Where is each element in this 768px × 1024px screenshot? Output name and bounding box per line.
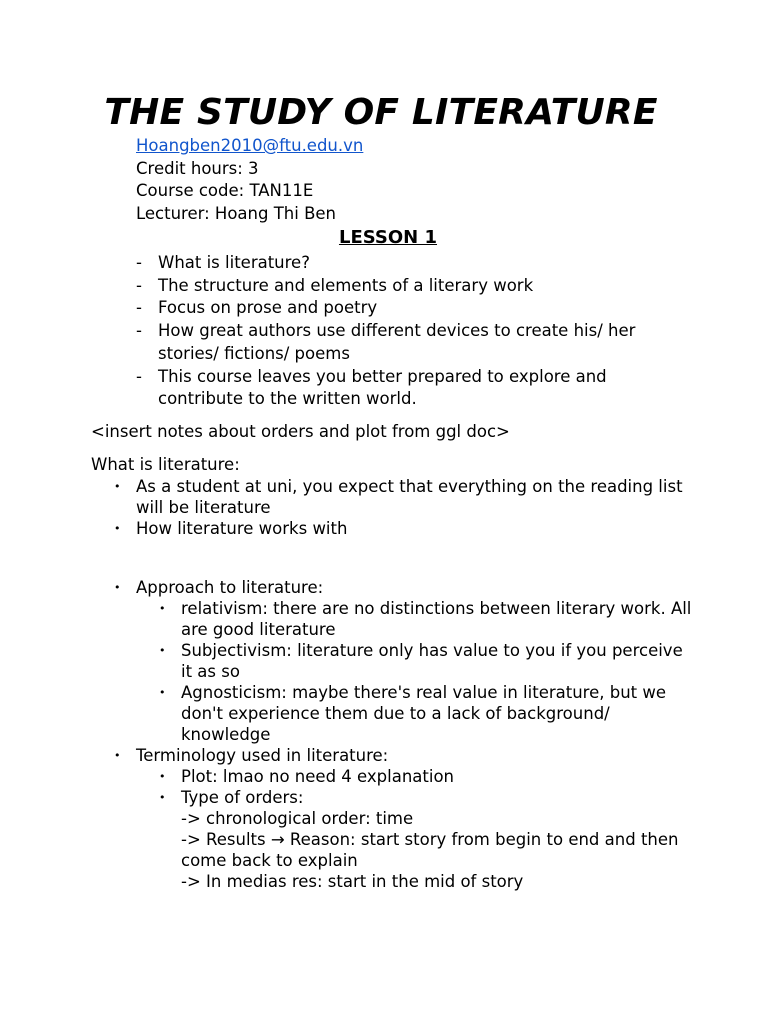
order-item: -> In medias res: start in the mid of story bbox=[181, 872, 524, 891]
dash-marker: - bbox=[136, 298, 142, 318]
list-item-text: How literature works with bbox=[136, 519, 348, 538]
bullet-icon: • bbox=[114, 749, 121, 762]
list-item bbox=[159, 787, 696, 892]
bullet-icon: • bbox=[159, 602, 166, 615]
lecturer-name: Lecturer: Hoang Thi Ben bbox=[136, 203, 337, 223]
course-info bbox=[136, 135, 363, 225]
bullet-icon: • bbox=[159, 770, 166, 783]
approach-label: Approach to literature: bbox=[136, 578, 324, 597]
list-item bbox=[114, 476, 696, 518]
list-item-text: How great authors use different devices to create his/ her stories/ fictions/ poems bbox=[158, 321, 636, 363]
list-item-text: The structure and elements of a literary work bbox=[158, 275, 534, 295]
list-item bbox=[159, 682, 696, 745]
bullet-icon: • bbox=[159, 791, 166, 804]
bullet-icon: • bbox=[114, 522, 121, 535]
course-code: Course code: TAN11E bbox=[136, 181, 314, 200]
list-item-text: relativism: there are no distinctions between literary work. All are good literature bbox=[181, 599, 692, 639]
list-item-text: Agnosticism: maybe there's real value in literature, but we don't experience them due to a lack of background/ knowledge bbox=[181, 683, 667, 744]
list-item bbox=[136, 297, 696, 320]
bullet-icon: • bbox=[159, 644, 166, 657]
dash-marker: - bbox=[136, 253, 142, 272]
list-item bbox=[136, 366, 696, 411]
bullet-icon: • bbox=[159, 686, 166, 699]
lecturer-email-link[interactable]: Hoangben2010@ftu.edu.vn bbox=[136, 136, 364, 155]
list-item bbox=[159, 598, 696, 640]
terminology-label: Terminology used in literature: bbox=[136, 746, 389, 765]
order-item: -> Results → Reason: start story from begin to end and then come back to explain bbox=[181, 830, 679, 870]
dash-marker: - bbox=[136, 366, 142, 386]
bullet-icon: • bbox=[114, 480, 121, 493]
list-item bbox=[114, 577, 696, 745]
order-item: -> chronological order: time bbox=[181, 809, 414, 828]
approach-sublist bbox=[136, 598, 696, 745]
list-item bbox=[159, 640, 696, 682]
list-item bbox=[136, 320, 696, 365]
list-item bbox=[136, 275, 696, 298]
insert-note: <insert notes about orders and plot from ggl doc> bbox=[91, 422, 510, 441]
literature-concepts-list bbox=[114, 577, 696, 892]
bullet-icon: • bbox=[114, 581, 121, 594]
list-item bbox=[159, 766, 696, 787]
list-item bbox=[136, 252, 696, 275]
what-is-literature-list bbox=[114, 476, 696, 539]
list-item bbox=[114, 518, 696, 539]
what-is-literature-heading: What is literature: bbox=[91, 455, 240, 474]
list-item-text: This course leaves you better prepared to explore and contribute to the written world. bbox=[158, 366, 607, 409]
orders-label: Type of orders: bbox=[181, 788, 304, 807]
list-item-text: As a student at uni, you expect that everything on the reading list will be literature bbox=[136, 477, 683, 517]
lesson-topics-list bbox=[136, 252, 696, 411]
credit-hours: Credit hours: 3 bbox=[136, 158, 259, 178]
dash-marker: - bbox=[136, 275, 142, 295]
list-item-text: Plot: lmao no need 4 explanation bbox=[181, 767, 454, 786]
list-item-text: What is literature? bbox=[158, 253, 310, 272]
document-title: THE STUDY OF LITERATURE bbox=[104, 92, 658, 133]
terminology-sublist bbox=[136, 766, 696, 892]
list-item-text: Subjectivism: literature only has value to you if you perceive it as so bbox=[181, 641, 683, 681]
dash-marker: - bbox=[136, 321, 142, 341]
list-item bbox=[114, 745, 696, 892]
lesson-heading: LESSON 1 bbox=[338, 227, 438, 248]
list-item-text: Focus on prose and poetry bbox=[158, 298, 378, 318]
